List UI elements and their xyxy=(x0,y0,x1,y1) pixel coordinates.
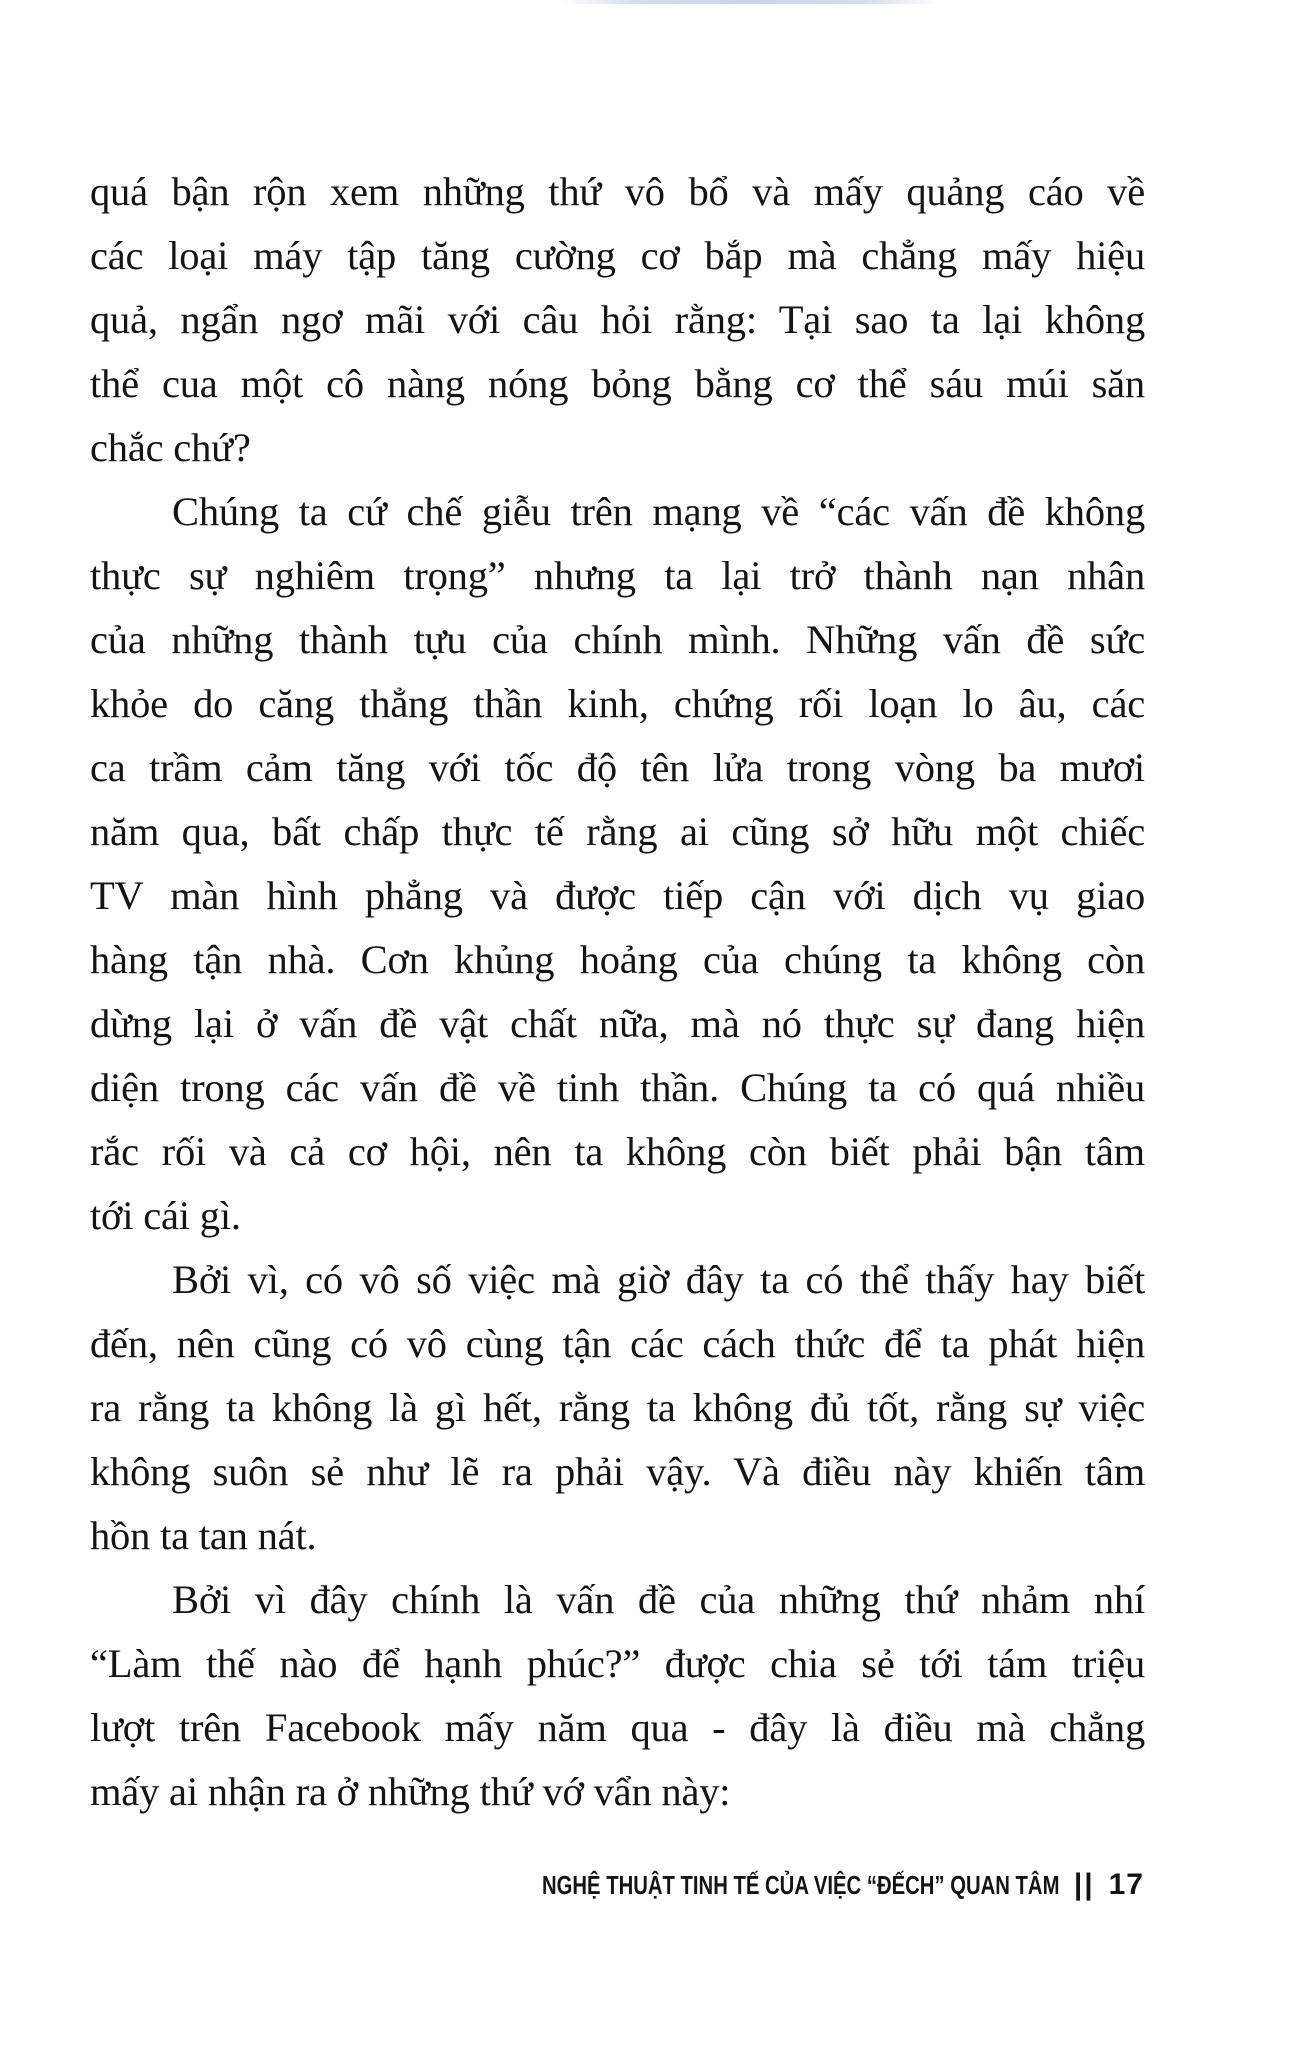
paragraph-2 xyxy=(90,480,1145,1248)
text-line: không suôn sẻ như lẽ ra phải vậy. Và điều này khiến tâm xyxy=(90,1449,1145,1494)
text-line: khỏe do căng thẳng thần kinh, chứng rối loạn lo âu, các xyxy=(90,681,1145,726)
paragraph-4 xyxy=(90,1568,1145,1824)
text-line: “Làm thế nào để hạnh phúc?” được chia sẻ tới tám triệu xyxy=(90,1641,1145,1686)
text-line: ra rằng ta không là gì hết, rằng ta không đủ tốt, rằng sự việc xyxy=(90,1385,1145,1430)
text-line: chắc chứ? xyxy=(90,425,251,470)
text-line: hồn ta tan nát. xyxy=(90,1513,317,1558)
book-page-body xyxy=(90,160,1145,1824)
text-line: lượt trên Facebook mấy năm qua - đây là điều mà chẳng xyxy=(90,1705,1145,1750)
paragraph-3 xyxy=(90,1248,1145,1568)
scan-edge-artifact xyxy=(560,0,940,4)
text-line: hàng tận nhà. Cơn khủng hoảng của chúng ta không còn xyxy=(90,937,1145,982)
text-line: Bởi vì, có vô số việc mà giờ đây ta có thể thấy hay biết xyxy=(172,1257,1145,1302)
text-line: dừng lại ở vấn đề vật chất nữa, mà nó thực sự đang hiện xyxy=(90,1001,1145,1046)
book-title: NGHỆ THUẬT TINH TẾ CỦA VIỆC “ĐẾCH” QUAN TÂM xyxy=(542,1870,1060,1900)
text-line: TV màn hình phẳng và được tiếp cận với dịch vụ giao xyxy=(90,873,1145,918)
text-line: thể cua một cô nàng nóng bỏng bằng cơ thể sáu múi săn xyxy=(90,361,1145,406)
text-line: đến, nên cũng có vô cùng tận các cách thức để ta phát hiện xyxy=(90,1321,1145,1366)
running-footer xyxy=(396,1868,1144,1902)
text-line: năm qua, bất chấp thực tế rằng ai cũng sở hữu một chiếc xyxy=(90,809,1145,854)
text-line: quả, ngẩn ngơ mãi với câu hỏi rằng: Tại sao ta lại không xyxy=(90,297,1145,342)
text-line: ca trầm cảm tăng với tốc độ tên lửa trong vòng ba mươi xyxy=(90,745,1145,790)
footer-separator: || xyxy=(1073,1868,1095,1901)
text-line: rắc rối và cả cơ hội, nên ta không còn biết phải bận tâm xyxy=(90,1129,1145,1174)
text-line: tới cái gì. xyxy=(90,1193,241,1238)
text-line: Bởi vì đây chính là vấn đề của những thứ nhảm nhí xyxy=(172,1577,1145,1622)
text-line: Chúng ta cứ chế giễu trên mạng về “các vấn đề không xyxy=(172,489,1145,534)
paragraph-1 xyxy=(90,160,1145,480)
text-line: mấy ai nhận ra ở những thứ vớ vẩn này: xyxy=(90,1769,731,1814)
text-line: thực sự nghiêm trọng” nhưng ta lại trở thành nạn nhân xyxy=(90,553,1145,598)
page-number: 17 xyxy=(1108,1868,1144,1901)
text-line: các loại máy tập tăng cường cơ bắp mà chẳng mấy hiệu xyxy=(90,233,1145,278)
text-line: của những thành tựu của chính mình. Những vấn đề sức xyxy=(90,617,1145,662)
text-line: diện trong các vấn đề về tinh thần. Chúng ta có quá nhiều xyxy=(90,1065,1145,1110)
text-line: quá bận rộn xem những thứ vô bổ và mấy quảng cáo về xyxy=(90,169,1145,214)
